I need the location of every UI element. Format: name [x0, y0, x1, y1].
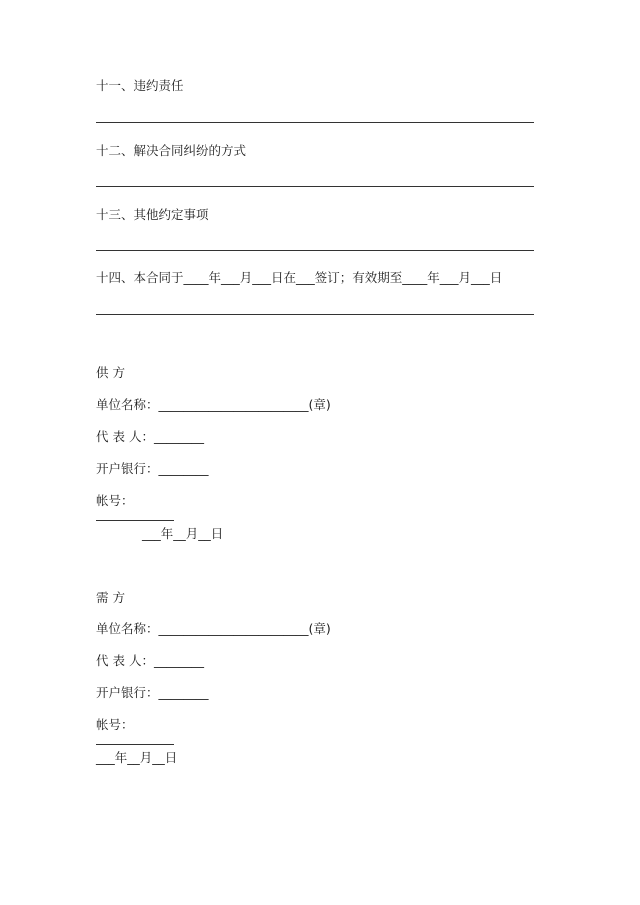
buyer-bank: 开户银行：________ — [96, 685, 209, 700]
supplier-representative: 代 表 人：________ — [96, 429, 204, 444]
supplier-account: 帐号： — [96, 493, 134, 508]
buyer-account-line — [96, 744, 174, 745]
clause-11-blank-line — [96, 122, 534, 123]
supplier-account-line — [96, 520, 174, 521]
supplier-unit-name: 单位名称：________________________(章) — [96, 397, 331, 412]
supplier-bank: 开户银行：________ — [96, 461, 209, 476]
buyer-unit-name: 单位名称：________________________(章) — [96, 621, 331, 636]
clause-13-blank-line — [96, 250, 534, 251]
clause-11-heading: 十一、违约责任 — [96, 78, 184, 93]
clause-12-heading: 十二、解决合同纠纷的方式 — [96, 143, 247, 158]
clause-13-heading: 十三、其他约定事项 — [96, 207, 209, 222]
supplier-date: ___年__月__日 — [142, 526, 224, 541]
clause-12-blank-line — [96, 186, 534, 187]
buyer-title: 需 方 — [96, 590, 125, 605]
supplier-title: 供 方 — [96, 365, 125, 380]
clause-14-blank-line — [96, 314, 534, 315]
buyer-date: ___年__月__日 — [96, 750, 178, 765]
buyer-account: 帐号： — [96, 717, 134, 732]
buyer-representative: 代 表 人：________ — [96, 653, 204, 668]
clause-14-heading: 十四、本合同于____年___月___日在___签订；有效期至____年___月___日 — [96, 270, 503, 285]
